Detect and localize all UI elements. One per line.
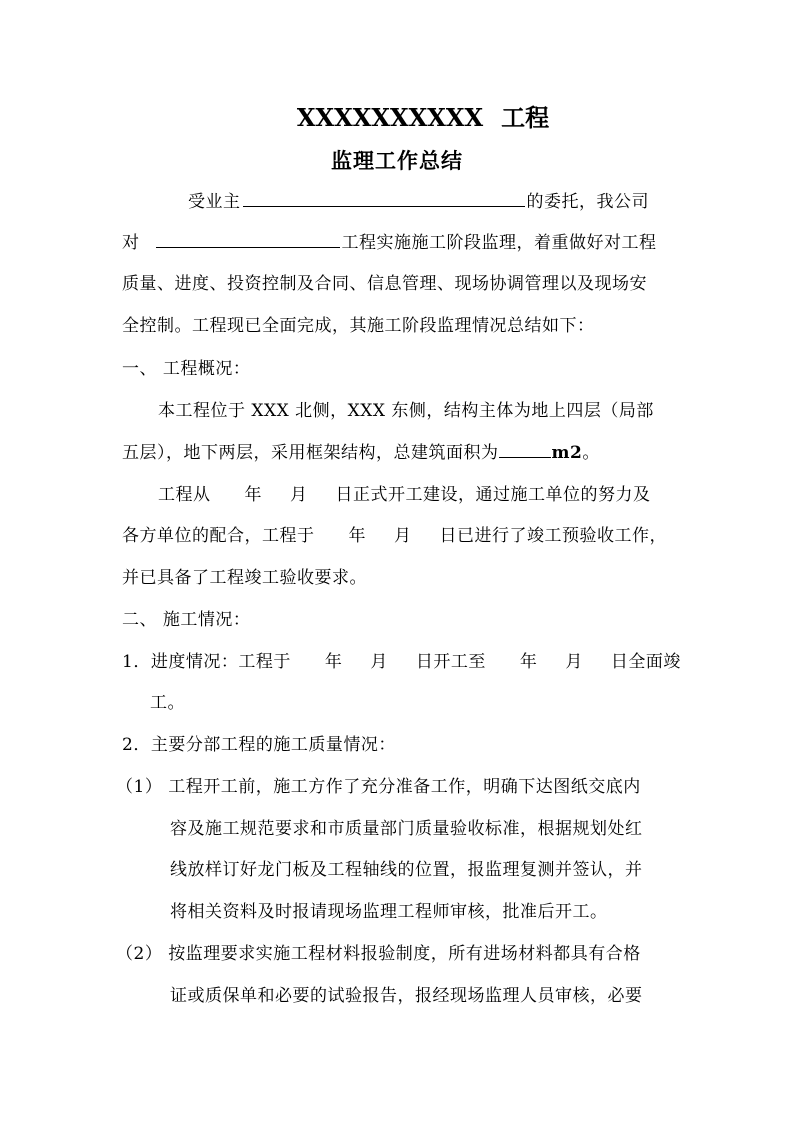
section-1-heading: 一、 工程概况：	[122, 359, 251, 379]
section-1-para-1-line-1: 本工程位于 XXX 北侧，XXX 东侧，结构主体为地上四层（局部	[158, 401, 654, 421]
sub-item-1-line-4: 将相关资料及时报请现场监理工程师审核，批准后开工。	[170, 902, 608, 922]
preacceptance-label: 各方单位的配合，工程于	[122, 526, 315, 546]
intro-line-2-suffix: 工程实施施工阶段监理，着重做好对工程	[341, 233, 657, 253]
area-label: 五层），地下两层，采用框架结构，总建筑面积为	[122, 443, 499, 463]
progress-end-day: 日全面竣	[610, 652, 681, 672]
progress-start-month: 月	[370, 652, 388, 672]
intro-line-4: 全控制。工程现已全面完成，其施工阶段监理情况总结如下：	[122, 316, 595, 336]
start-day-text: 日正式开工建设，通过施工单位的努力及	[335, 485, 651, 505]
start-month: 月	[290, 485, 308, 505]
section-1-para-2-line-2	[122, 524, 667, 548]
section-2-heading: 二、 施工情况：	[122, 610, 251, 630]
section-1-para-1-line-2	[122, 440, 600, 465]
owner-name-blank	[243, 189, 525, 207]
preacceptance-day-text: 日已进行了竣工预验收工作，	[439, 526, 667, 546]
document-title	[0, 103, 794, 133]
intro-owner-label: 受业主	[188, 192, 241, 212]
progress-end-month: 月	[565, 652, 583, 672]
start-year: 年	[244, 485, 262, 505]
start-label: 工程从	[158, 485, 211, 505]
progress-end-year: 年	[519, 652, 538, 672]
area-blank	[499, 440, 551, 458]
item-1-line-2: 工。	[150, 693, 185, 713]
section-1-para-2-line-3: 并已具备了工程竣工验收要求。	[122, 568, 367, 588]
progress-start-day: 日开工至	[415, 652, 486, 672]
project-name-placeholder: XXXXXXXXXX	[296, 103, 484, 132]
sub-item-1-line-2: 容及施工规范要求和市质量部门质量验收标准，根据规划处红	[170, 819, 643, 839]
progress-label: 1．进度情况：工程于	[122, 652, 291, 672]
document-subtitle: 监理工作总结	[331, 148, 463, 173]
progress-start-year: 年	[324, 652, 343, 672]
intro-line-1	[188, 189, 649, 214]
section-1-para-2-line-1	[158, 483, 651, 507]
intro-line-2	[122, 230, 657, 255]
sub-item-1-line-1: （1） 工程开工前，施工方作了充分准备工作，明确下达图纸交底内	[116, 777, 641, 797]
area-unit: m2	[551, 443, 583, 463]
preacceptance-year: 年	[348, 526, 366, 546]
project-name-blank	[156, 230, 340, 248]
intro-line-1-suffix: 的委托，我公司	[526, 192, 649, 212]
area-period: 。	[582, 443, 600, 463]
item-2-heading: 2．主要分部工程的施工质量情况：	[122, 735, 396, 755]
intro-line-3: 质量、进度、投资控制及合同、信息管理、现场协调管理以及现场安	[122, 274, 647, 294]
sub-item-2-line-2: 证或质保单和必要的试验报告，报经现场监理人员审核，必要	[170, 986, 643, 1006]
sub-item-2-line-1: （2） 按监理要求实施工程材料报验制度，所有进场材料都具有合格	[116, 944, 641, 964]
intro-line-2-prefix: 对	[122, 233, 140, 253]
sub-item-1-line-3: 线放样订好龙门板及工程轴线的位置，报监理复测并签认，并	[170, 860, 643, 880]
preacceptance-month: 月	[394, 526, 412, 546]
item-1-line-1	[122, 650, 681, 674]
project-suffix: 工程	[501, 103, 550, 132]
